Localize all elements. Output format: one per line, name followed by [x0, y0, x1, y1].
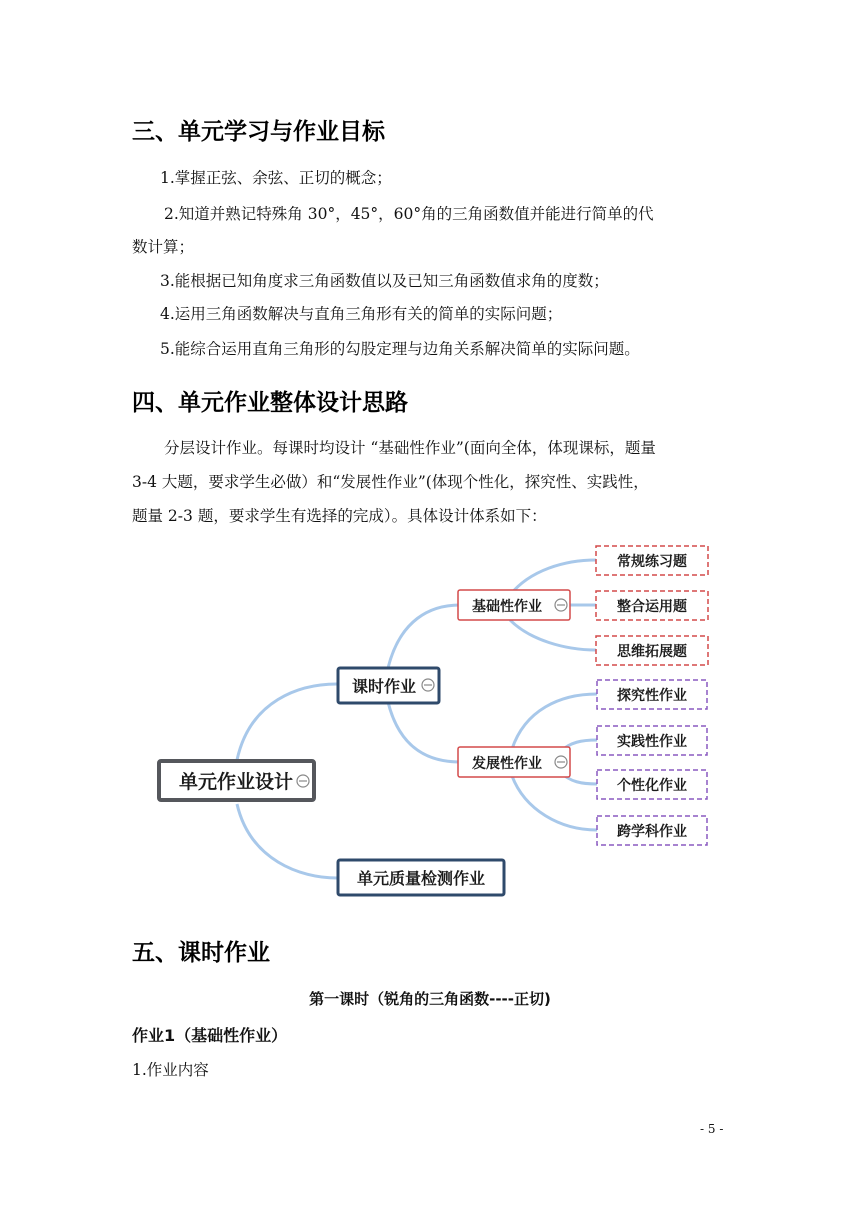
goal-5: 5.能综合运用直角三角形的勾股定理与边角关系解决简单的实际问题。	[160, 340, 640, 358]
goal-1: 1.掌握正弦、余弦、正切的概念；	[160, 169, 392, 187]
curve-basic-item3	[510, 620, 596, 650]
homework-title: 作业1（基础性作业）	[132, 1026, 288, 1045]
goal-2-cont: 数计算；	[132, 238, 195, 256]
design-para-line-3: 题量 2-3 题，要求学生有选择的完成）。具体设计体系如下：	[132, 507, 547, 525]
lesson-title: 第一课时（锐角的三角函数----正切)	[309, 990, 551, 1008]
branch1-label: 课时作业	[351, 677, 417, 696]
design-para-line-1: 分层设计作业。每课时均设计 “基础性作业”(面向全体，体现课标，题量	[164, 439, 656, 457]
curve-root-branch1	[237, 684, 337, 760]
section4-title: 四、单元作业整体设计思路	[132, 390, 408, 416]
goal-4: 4.运用三角函数解决与直角三角形有关的简单的实际问题；	[160, 305, 563, 323]
curve-branch1-develop	[388, 702, 460, 762]
develop-item-label: 跨学科作业	[617, 824, 687, 840]
basic-item-label: 常规练习题	[617, 554, 687, 570]
basic-item-label: 思维拓展题	[617, 644, 687, 660]
page-number: - 5 -	[700, 1122, 724, 1136]
develop-item-label: 实践性作业	[617, 734, 687, 750]
design-para-line-2: 3-4 大题，要求学生必做）和“发展性作业”(体现个性化，探究性、实践性，	[132, 473, 649, 491]
basic-label: 基础性作业	[472, 599, 542, 615]
develop-label: 发展性作业	[472, 756, 542, 772]
develop-item-label: 探究性作业	[617, 688, 687, 704]
goal-3: 3.能根据已知角度求三角函数值以及已知三角函数值求角的度数；	[160, 272, 609, 290]
curve-root-branch2	[237, 804, 337, 878]
curve-branch1-basic	[388, 605, 460, 668]
section5-title: 五、课时作业	[132, 940, 270, 966]
develop-item-label: 个性化作业	[617, 778, 687, 794]
section3-title: 三、单元学习与作业目标	[132, 119, 385, 145]
branch2-label: 单元质量检测作业	[356, 869, 486, 888]
goal-2: 2.知道并熟记特殊角 30°，45°，60°角的三角函数值并能进行简单的代	[164, 205, 654, 223]
basic-item-label: 整合运用题	[617, 599, 687, 615]
content-label: 1.作业内容	[132, 1061, 209, 1079]
root-label: 单元作业设计	[178, 771, 294, 793]
